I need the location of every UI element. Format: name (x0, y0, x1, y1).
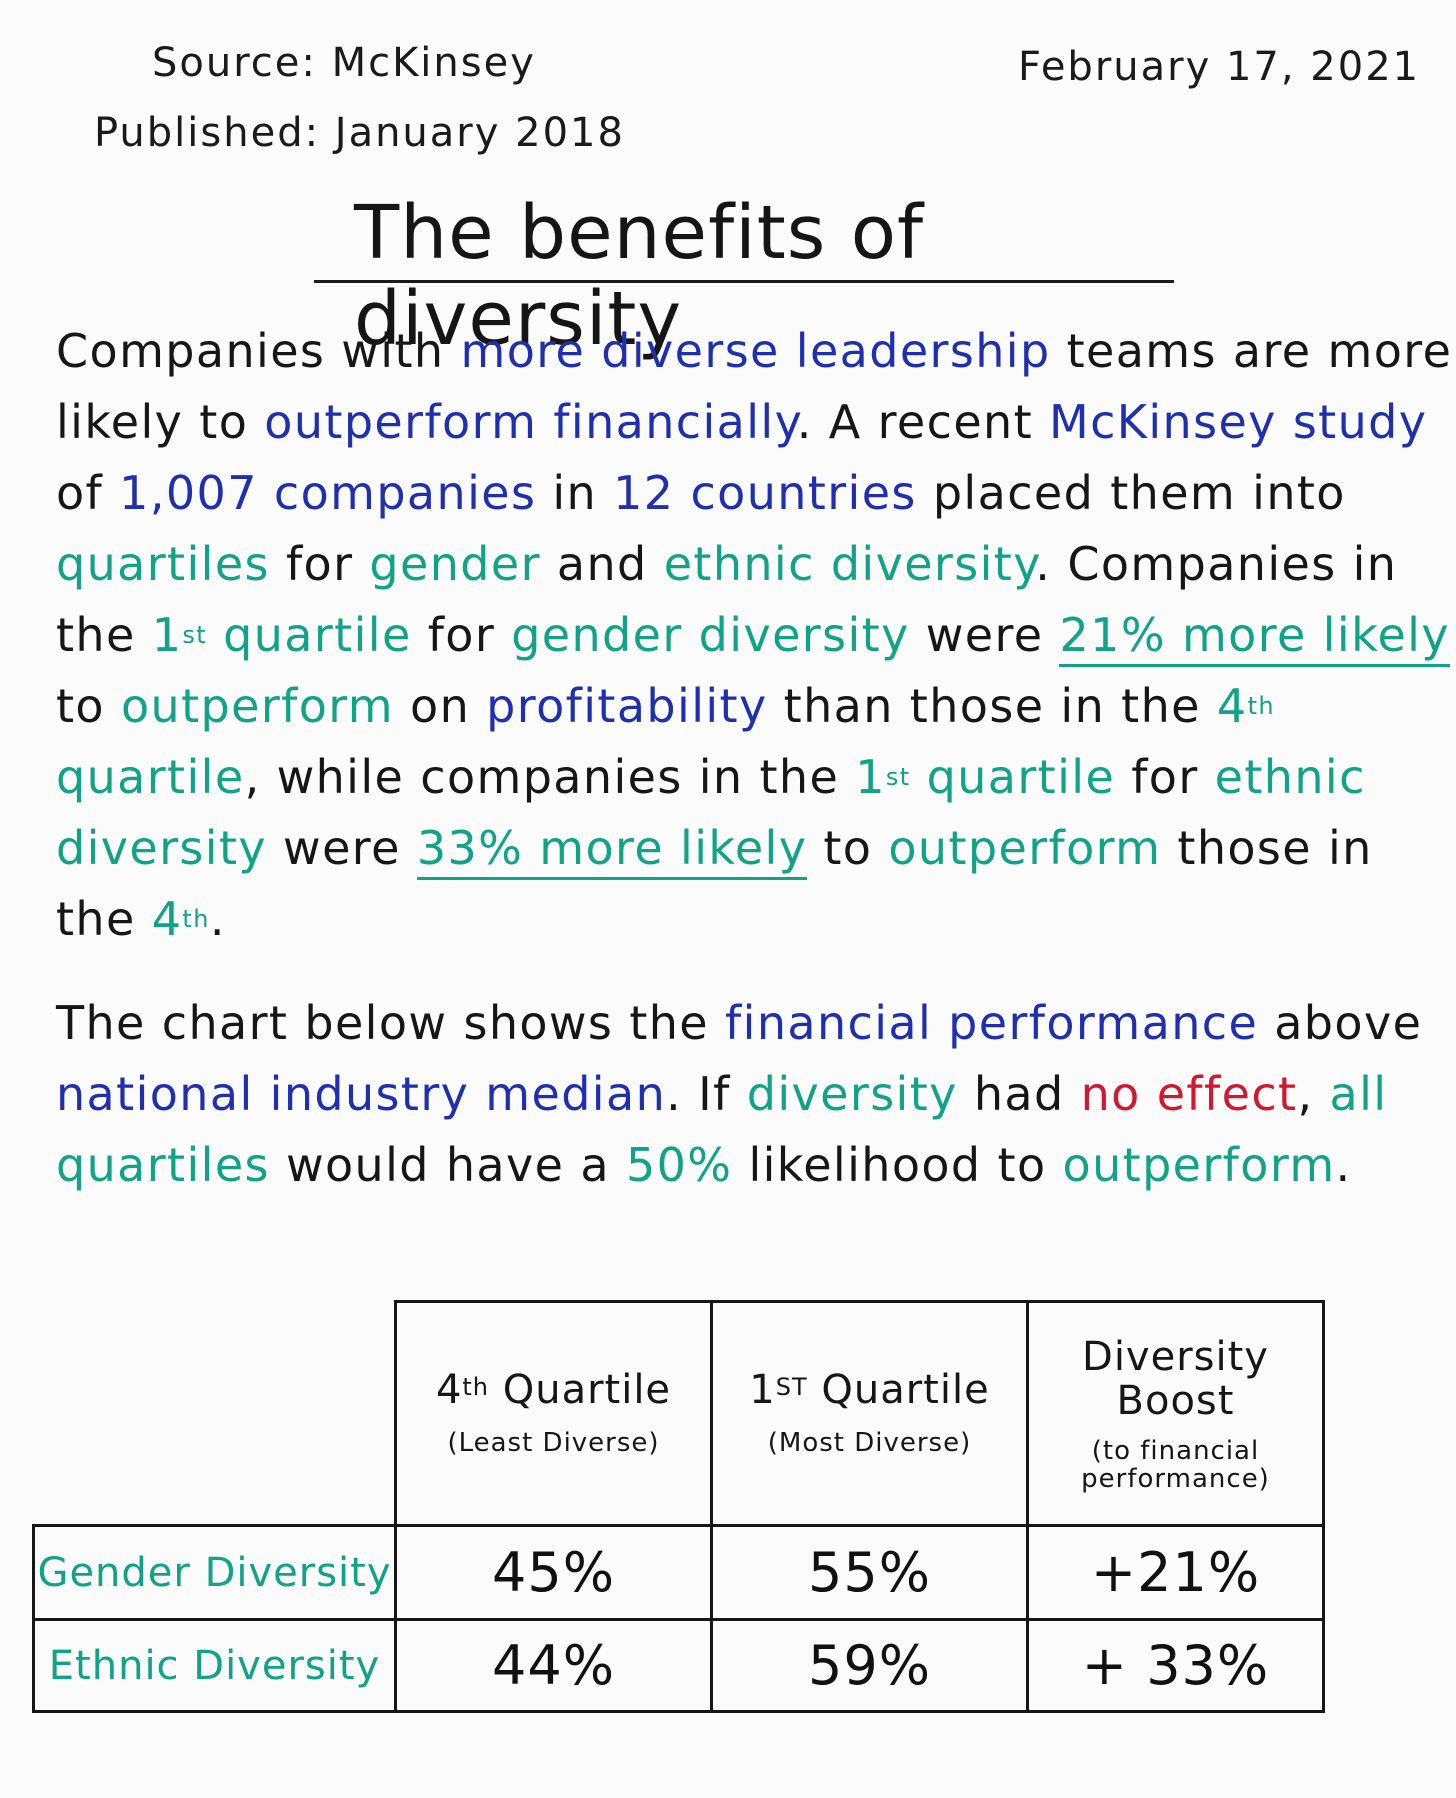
text-segment: ethnic (1214, 750, 1366, 804)
cell-ethnic-q4: 44% (491, 1634, 616, 1697)
text-segment: on (394, 679, 487, 733)
text-segment: diversity (746, 1067, 958, 1121)
text-segment: quartile (56, 750, 245, 804)
explanation-line (56, 1130, 1436, 1201)
text-segment: outperform (888, 821, 1162, 875)
text-segment: profitability (486, 679, 768, 733)
text-segment: would have a (269, 1138, 626, 1192)
highlighted-stat: 21% more likely (1059, 608, 1450, 667)
text-segment: teams are more (1050, 324, 1453, 378)
text-segment: of (56, 466, 120, 520)
text-segment: in (536, 466, 614, 520)
intro-line (56, 813, 1436, 884)
text-segment: outperform (121, 679, 395, 733)
cell-gender-q4: 45% (491, 1541, 616, 1604)
text-segment: 50% (625, 1138, 733, 1192)
text-segment: than those in the (767, 679, 1217, 733)
text-segment: McKinsey study (1049, 395, 1428, 449)
text-segment: quartiles (56, 1138, 270, 1192)
text-segment: gender (369, 537, 541, 591)
text-segment: more diverse leadership (460, 324, 1051, 378)
text-segment: all (1329, 1067, 1388, 1121)
cell-ethnic-boost: + 33% (1081, 1634, 1270, 1697)
page-title: The benefits of diversity (354, 190, 925, 362)
text-segment: 12 countries (613, 466, 917, 520)
text-segment: those in (1161, 821, 1373, 875)
text-segment: . (209, 892, 226, 946)
paragraph-intro (56, 316, 1453, 955)
cell-gender-boost: +21% (1090, 1541, 1261, 1604)
row-label-gender: Gender Diversity (37, 1549, 392, 1596)
text-segment: and (540, 537, 664, 591)
text-segment: 1,007 companies (119, 466, 537, 520)
text-segment: outperform (1062, 1138, 1336, 1192)
explanation-line (56, 1059, 1436, 1130)
text-segment: . (1335, 1138, 1352, 1192)
text-segment: , (1297, 1067, 1330, 1121)
text-segment: were (909, 608, 1060, 662)
source-label: Source: McKinsey (152, 40, 536, 86)
text-segment: . Companies in (1035, 537, 1398, 591)
text-segment: st (182, 621, 208, 649)
text-segment: , while companies in the (244, 750, 856, 804)
text-segment: diversity (56, 821, 268, 875)
text-segment: the (56, 892, 152, 946)
header-diversity-boost: Diversity Boost (to financial performance) (1081, 1333, 1270, 1494)
text-segment: 1 (855, 750, 886, 804)
text-segment: to (807, 821, 889, 875)
text-segment: above (1258, 996, 1423, 1050)
intro-line (56, 316, 1453, 387)
text-segment: Companies with (56, 324, 461, 378)
intro-line (56, 529, 1436, 600)
intro-line (56, 600, 1450, 671)
published-label: Published: January 2018 (94, 110, 625, 156)
text-segment: for (1115, 750, 1215, 804)
cell-ethnic-q1: 59% (807, 1634, 932, 1697)
text-segment: financial performance (725, 996, 1259, 1050)
text-segment: for (411, 608, 512, 662)
highlighted-stat: 33% more likely (417, 821, 808, 880)
text-segment: st (885, 763, 911, 791)
text-segment: 4 (151, 892, 183, 946)
date-label: February 17, 2021 (1018, 44, 1421, 90)
text-segment: placed them into (916, 466, 1346, 520)
text-segment: th (1247, 692, 1275, 720)
header-4th-quartile: 4th Quartile (Least Diverse) (435, 1367, 672, 1458)
text-segment: for (269, 537, 370, 591)
text-segment: had (957, 1067, 1081, 1121)
text-segment: 1 (151, 608, 183, 662)
text-segment: no effect (1080, 1067, 1298, 1121)
text-segment: . If (666, 1067, 747, 1121)
row-label-ethnic: Ethnic Diversity (48, 1642, 381, 1689)
cell-gender-q1: 55% (807, 1541, 932, 1604)
text-segment: likely to (56, 395, 265, 449)
text-segment: th (182, 905, 210, 933)
text-segment: gender diversity (511, 608, 910, 662)
text-segment: The chart below shows the (56, 996, 726, 1050)
header-1st-quartile: 1ST Quartile (Most Diverse) (749, 1367, 990, 1458)
text-segment: to (56, 679, 122, 733)
text-segment: . A recent (796, 395, 1050, 449)
intro-line (56, 458, 1436, 529)
text-segment: national industry median (56, 1067, 667, 1121)
text-segment: outperform financially (264, 395, 797, 449)
intro-line (56, 387, 1436, 458)
intro-line (56, 742, 1436, 813)
text-segment: were (267, 821, 417, 875)
paragraph-chart-explanation (56, 988, 1436, 1201)
text-segment: the (56, 608, 152, 662)
text-segment: 4 (1216, 679, 1248, 733)
intro-line (56, 671, 1436, 742)
text-segment: likelihood to (732, 1138, 1063, 1192)
intro-line (56, 884, 1436, 955)
text-segment: quartile (207, 608, 412, 662)
explanation-line (56, 988, 1436, 1059)
text-segment: quartiles (56, 537, 270, 591)
text-segment: quartile (910, 750, 1116, 804)
text-segment: ethnic diversity (663, 537, 1036, 591)
